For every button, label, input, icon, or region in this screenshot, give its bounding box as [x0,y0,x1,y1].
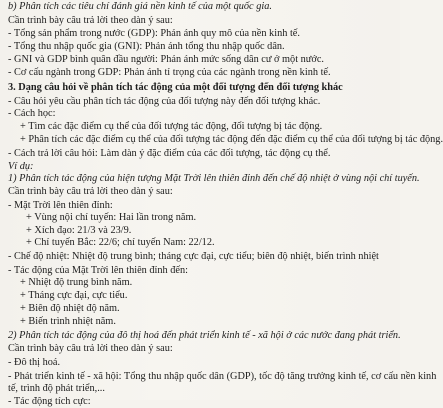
text-line: + Biến trình nhiệt năm. [20,316,116,327]
text-line: + Phân tích các đặc điểm cụ thể của đối tượng tác động đến đặc điểm cụ thể của đối tượng bị tác động. [20,134,443,145]
text-line: - Tác động của Mặt Trời lên thiên đỉnh đến: [8,265,188,276]
text-line: + Tháng cực đại, cực tiểu. [20,290,128,301]
text-line: - Tác động tích cực: [8,396,91,407]
text-line: - Cơ cấu ngành trong GDP: Phản ánh tỉ trọng của các ngành trong nền kinh tế. [8,67,331,78]
text-line: + Vùng nội chí tuyến: Hai lần trong năm. [26,212,197,223]
text-line: + Xích đạo: 21/3 và 23/9. [26,225,132,236]
text-line: - GNI và GDP bình quân đầu người: Phản ánh mức sống dân cư ở một nước. [8,54,324,65]
text-line: - Đô thị hoá. [8,357,61,368]
text-line: - Mặt Trời lên thiên đỉnh: [8,200,113,211]
text-line: tế, trình độ phát triển,... [8,383,105,394]
text-line: + Nhiệt độ trung bình năm. [20,277,133,288]
text-line: - Cách trả lời câu hỏi: Làm dàn ý đặc điểm của các đối tượng, tác động cụ thể. [8,148,331,159]
text-line: - Câu hỏi yêu cầu phân tích tác động của đối tượng này đến đối tượng khác. [8,96,321,107]
text-line: - Tổng thu nhập quốc gia (GNI): Phản ánh tổng thu nhập quốc dân. [8,41,285,52]
text-line: Cần trình bày câu trả lời theo dàn ý sau: [8,15,173,26]
text-line: + Tìm các đặc điểm cụ thể của đối tượng tác động, đối tượng bị tác động. [20,121,323,132]
text-line: 3. Dạng câu hỏi về phân tích tác động của một đối tượng đến đối tượng khác [8,82,343,93]
text-line: Ví dụ: [8,161,34,172]
text-line: + Chí tuyến Bắc: 22/6; chí tuyến Nam: 22/12. [26,237,215,248]
text-line: 1) Phân tích tác động của hiện tượng Mặt Trời lên thiên đỉnh đến chế độ nhiệt ở vùng nội chí tuyến. [8,173,420,184]
text-line: Cần trình bày câu trả lời theo dàn ý sau: [8,343,173,354]
text-line: + Biên độ nhiệt độ năm. [20,303,120,314]
text-line: - Chế độ nhiệt: Nhiệt độ trung bình; tháng cực đại, cực tiểu; biên độ nhiệt, biến trình nhiệt [8,251,379,262]
text-line: 2) Phân tích tác động của đô thị hoá đến phát triển kinh tế - xã hội ở các nước đang phát triển. [8,330,401,341]
text-line: - Tổng sản phẩm trong nước (GDP): Phản ánh quy mô của nền kinh tế. [8,28,300,39]
text-line: - Phát triển kinh tế - xã hội: Tổng thu nhập quốc dân (GDP), tốc độ tăng trưởng kinh tế, cơ cấu nền kinh [8,371,437,382]
text-line: - Cách học: [8,108,56,119]
text-line: b) Phân tích các tiêu chí đánh giá nền kinh tế của một quốc gia. [8,1,272,12]
text-line: Cần trình bày câu trả lời theo dàn ý sau: [8,186,173,197]
